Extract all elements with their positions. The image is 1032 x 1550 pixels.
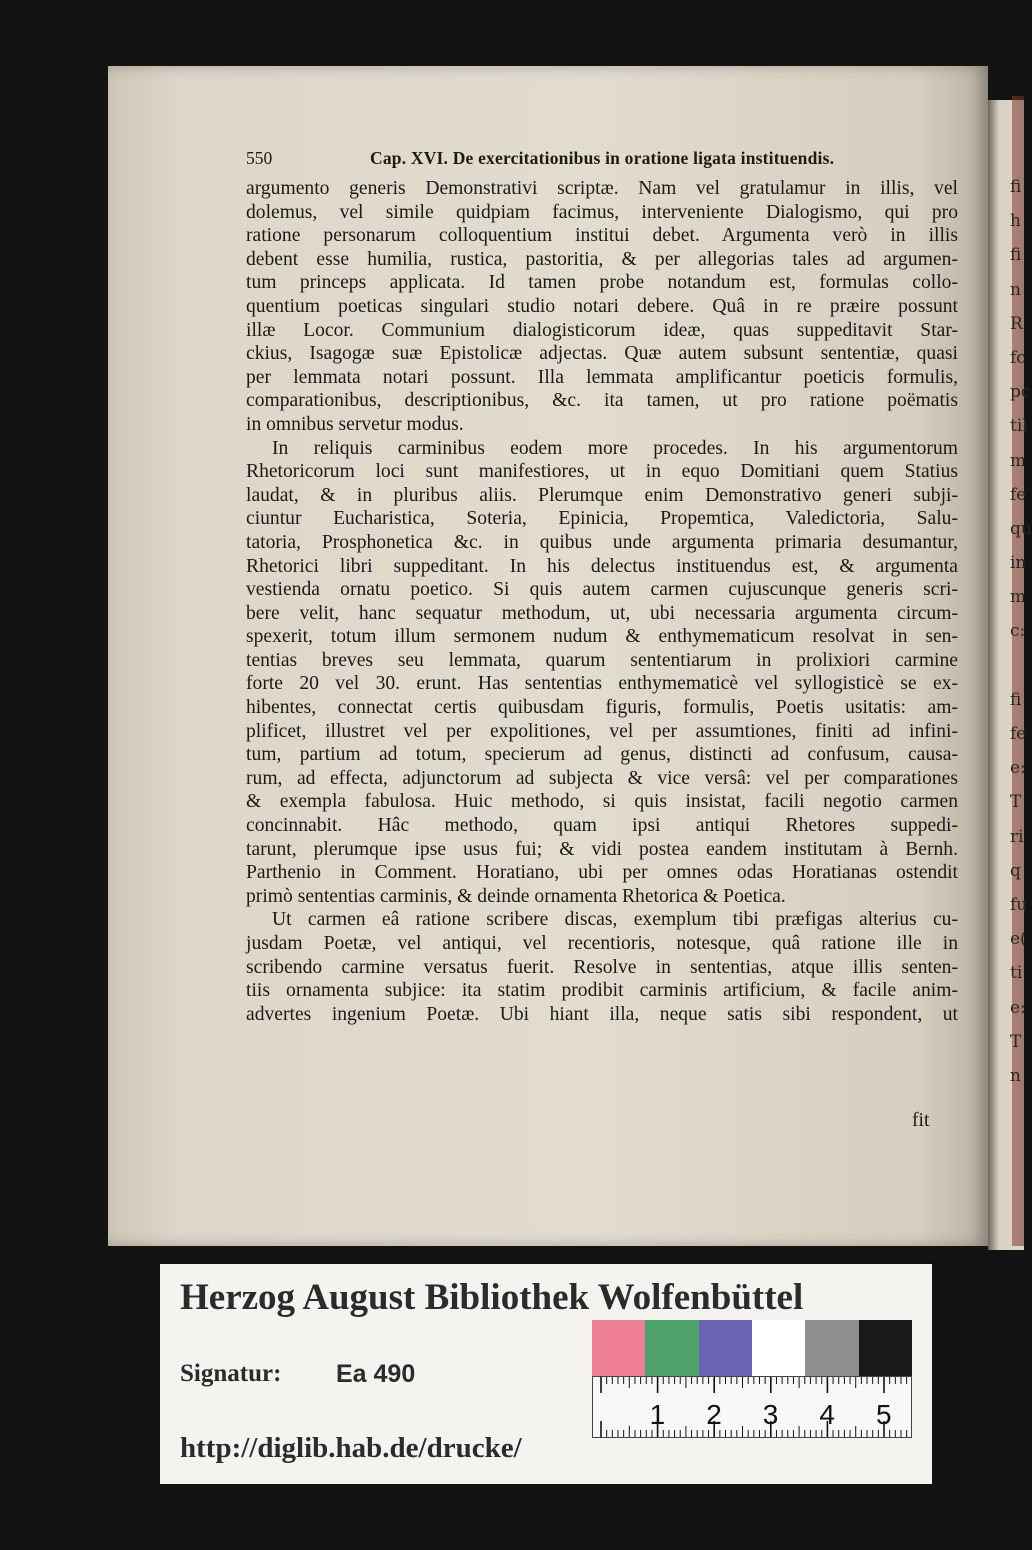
color-swatch [645,1320,698,1376]
library-name: Herzog August Bibliothek Wolfenbüttel [180,1277,804,1318]
facing-letter: fe [1010,724,1027,744]
facing-letter: n [1010,279,1021,300]
facing-letter: T [1010,1031,1022,1052]
scale-ruler [592,1376,912,1438]
text-line: ratione personarum colloquentium institui debet. Argumenta verò in illis [246,225,958,247]
text-line: Rhetorici libri suppeditant. In his delectus instituendus est, & argumenta [246,555,958,577]
text-line: concinnabit. Hâc methodo, quam ipsi antiqui Rhetores suppedi- [246,815,958,837]
text-line: tentias breves seu lemmata, quarum sententiarum in prolixiori carmine [246,649,958,671]
facing-letter: fc [1010,347,1026,368]
text-line: Ut carmen eâ ratione scribere discas, exemplum tibi præfigas alterius cu- [272,909,958,931]
facing-letter: R [1010,313,1023,334]
text-line: tatoria, Prosphonetica &c. in quibus unde argumenta primaria desumantur, [246,531,958,553]
color-swatch [699,1320,752,1376]
text-line: vestienda ornatu poetico. Si quis autem carmen cujuscunque generis scri- [246,579,958,601]
facing-letter: qu [1010,518,1032,539]
text-line: forte 20 vel 30. erunt. Has sententias enthymematicè vel syllogisticè se ex- [246,673,958,695]
text-line: hibentes, connectat certis quibusdam figuris, formulis, Poetis usitatis: am- [246,697,958,719]
text-line: tiis ornamenta subjice: ita statim prodibit carminis artificium, & facile anim- [246,980,958,1002]
facing-letter: n [1010,1065,1021,1086]
text-line: tum, partium ad totum, specierum ad genus, distincti ad confusum, causa- [246,744,958,766]
text-line: advertes ingenium Poetæ. Ubi hiant illa, neque satis sibi respondent, ut [246,1003,958,1025]
library-label [160,1264,932,1484]
facing-letter: m [1010,450,1027,471]
facing-letter: fe [1010,484,1027,505]
signatur-value: Ea 490 [336,1360,416,1388]
facing-letter: T [1010,792,1022,813]
text-line: rum, ad effecta, adjunctorum ad subjecta & vice versâ: vel per comparationes [246,767,958,789]
facing-letter: pc [1010,382,1031,403]
facing-page-letters [1010,170,1032,1093]
facing-letter: fi [1010,689,1022,710]
ruler-ticks [593,1377,911,1437]
text-line: quentium poeticas singulari studio notari debere. Quâ in re præire possunt [246,295,958,317]
facing-letter: m [1010,587,1027,608]
color-swatch [859,1320,912,1376]
running-head-text: Cap. XVI. De exercitationibus in oratione ligata instituendis. [370,148,835,168]
page-text [246,177,958,1026]
page-number: 550 [246,148,273,168]
facing-letter: h [1010,211,1021,232]
text-line: in omnibus servetur modus. [246,413,464,435]
text-line: per lemmata notari possunt. Illa lemmata amplificantur poeticis formulis, [246,366,958,388]
color-swatch [805,1320,858,1376]
text-line: spexerit, totum illum sermonem nudum & enthymematicum resolvat in sen- [246,626,958,648]
text-line: argumento generis Demonstrativi scriptæ. Nam vel gratulamur in illis, vel [246,178,958,199]
facing-letter: fu [1010,894,1028,915]
color-calibration-chart [592,1320,912,1376]
text-line: scribendo carmine versatus fuerit. Resolve in sententias, atque illis senten- [246,956,958,978]
text-line: comparationibus, descriptionibus, &c. ita tamen, ut pro ratione poëmatis [246,390,958,412]
signatur-label: Signatur: [180,1360,282,1387]
facing-letter: e: [1010,758,1026,779]
facing-letter: ti [1010,963,1023,984]
text-line: plificet, illustret vel per expolitiones, vel per assumtiones, finiti ad infini- [246,720,958,742]
text-line: bere velit, hanc sequatur methodum, ut, ubi necessaria argumenta circum- [246,602,958,624]
text-line: In reliquis carminibus eodem more procedes. In his argumentorum [272,437,958,459]
facing-letter: e: [1010,997,1026,1018]
text-line: jusdam Poetæ, vel antiqui, vel recentioris, notesque, quâ ratione ille in [246,933,958,954]
facing-letter: fi [1010,177,1022,197]
text-line: debent esse humilia, rustica, pastoritia, & per allegorias tales ad argumen- [246,248,958,270]
text-line: & exempla fabulosa. Huic methodo, si quis insistat, facili negotio carmen [246,791,958,813]
text-line: ciuntur Eucharistica, Soteria, Epinicia, Propemtica, Valedictoria, Salu- [246,508,958,530]
text-line: illæ Locor. Communium dialogisticorum ideæ, quas suppeditavit Star- [246,319,958,341]
ruler-number: 5 [876,1399,892,1430]
ruler-number: 1 [649,1399,666,1430]
color-swatch [752,1320,805,1376]
facing-letter: fi [1010,245,1022,266]
text-line: ckius, Isagogæ suæ Epistolicæ adjectas. Quæ autem subsunt sententiæ, quasi [246,343,958,365]
library-url: http://diglib.hab.de/drucke/ [180,1432,522,1464]
facing-letter: q [1010,860,1021,881]
ruler-number: 2 [706,1399,722,1430]
facing-letter: c: [1010,621,1026,642]
facing-letter: e( [1010,929,1027,950]
facing-letter: til [1010,416,1028,437]
text-line: Rhetoricorum loci sunt manifestiores, ut in equo Domitiani quem Statius [246,461,958,483]
text-line: Parthenio in Comment. Horatiano, ubi per omnes odas Horatianas ostendit [246,862,958,884]
facing-letter [1010,649,1024,683]
text-line: primò sententias carminis, & deinde ornamenta Rhetorica & Poetica. [246,885,786,907]
color-swatch [592,1320,645,1376]
text-line: laudat, & in pluribus aliis. Plerumque enim Demonstrativo generi subji- [246,484,958,506]
ruler-number: 3 [762,1399,779,1430]
text-line: tarunt, plerumque ipse usus fui; & vidi postea eandem institutam à Bernh. [246,838,958,860]
text-line: tum princeps applicata. Id tamen probe notandum est, formulas collo- [246,272,958,294]
facing-letter: ri [1010,826,1024,847]
text-line: dolemus, vel simile quidpiam facimus, interveniente Dialogismo, qui pro [246,201,958,223]
facing-letter: in [1010,553,1027,574]
catchword: fit [912,1110,930,1131]
ruler-number: 4 [819,1399,835,1430]
